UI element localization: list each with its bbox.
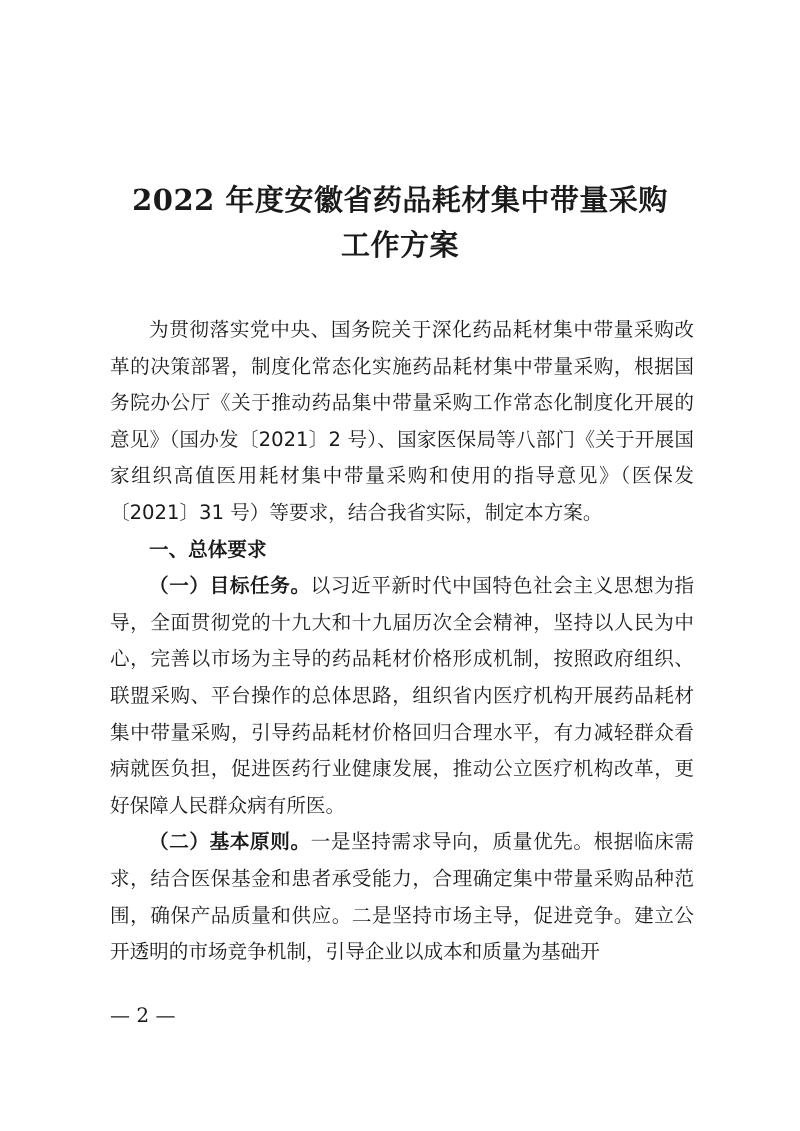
item-basic-principles	[110, 824, 694, 970]
item-target-tasks-lead: （一）目标任务。	[149, 574, 311, 598]
intro-paragraph: 为贯彻落实党中央、国务院关于深化药品耗材集中带量采购改革的决策部署，制度化常态化实施药品耗材集中带量采购，根据国务院办公厅《关于推动药品集中带量采购工作常态化制度化开展的意见》（国办发〔2021〕2 号）、国家医保局等八部门《关于开展国家组织高值医用耗材集中带量采购和使用的指导意见》（医保发〔2021〕31 号）等要求，结合我省实际，制定本方案。	[110, 318, 694, 524]
item-target-tasks-text: 以习近平新时代中国特色社会主义思想为指导，全面贯彻党的十九大和十九届历次全会精神，坚持以人民为中心，完善以市场为主导的药品耗材价格形成机制，按照政府组织、联盟采购、平台操作的总体思路，组织省内医疗机构开展药品耗材集中带量采购，引导药品耗材价格回归合理水平，有力减轻群众看病就医负担，促进医药行业健康发展，推动公立医疗机构改革，更好保障人民群众病有所医。	[110, 574, 695, 817]
document-body	[110, 312, 694, 971]
item-basic-principles-text: 一是坚持需求导向，质量优先。根据临床需求，结合医保基金和患者承受能力，合理确定集中带量采购品种范围，确保产品质量和供应。二是坚持市场主导，促进竞争。建立公开透明的市场竞争机制，引导企业以成本和质量为基础开	[110, 830, 695, 964]
document-title-line-1: 2022 年度安徽省药品耗材集中带量采购	[132, 183, 668, 217]
section-heading-overall-requirements: 一、总体要求	[149, 537, 267, 561]
document-title-line-2: 工作方案	[340, 228, 459, 262]
item-target-tasks	[110, 568, 694, 824]
item-basic-principles-lead: （二）基本原则。	[149, 830, 311, 854]
page-number: — 2 —	[110, 1003, 176, 1027]
